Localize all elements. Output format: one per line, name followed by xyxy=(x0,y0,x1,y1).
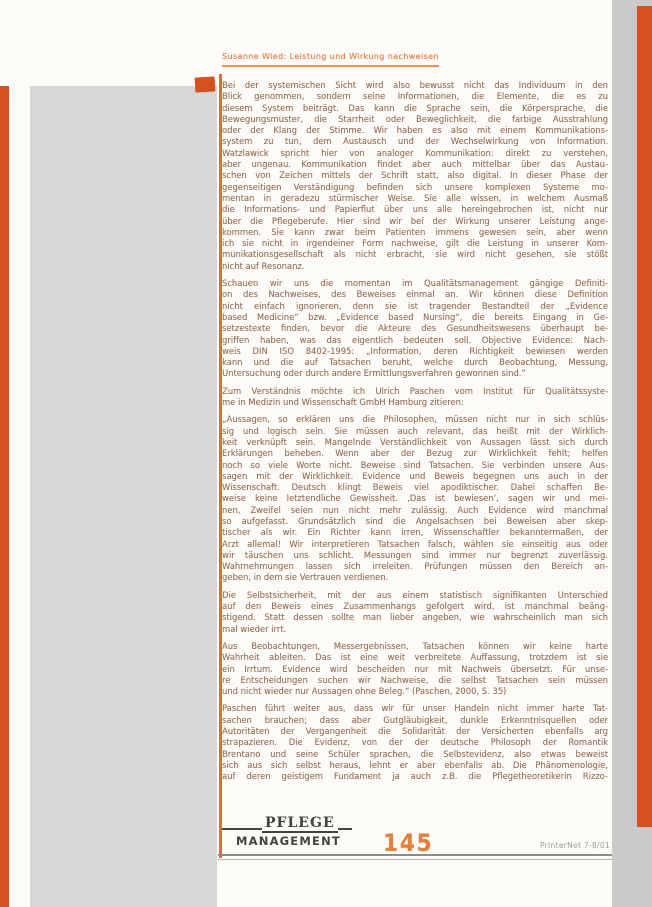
journal-logo-management: MANAGEMENT xyxy=(236,834,341,848)
text-line: me in Medizin und Wissenschaft GmbH Hamburg zitieren: xyxy=(222,397,464,408)
text-line: sig und logisch sein. Sie müssen auch relevant, das heißt mit der Wirklich- xyxy=(222,425,608,436)
text-line: „Aussagen, so erklären uns die Philosophen, müssen nicht nur in sich schlüs- xyxy=(222,414,608,425)
issue-label: PrInterNet 7-8/01 xyxy=(539,841,610,850)
paragraph xyxy=(222,80,608,272)
text-line: aber ungenau. Kommunikation findet aber auch mittelbar über das Austau- xyxy=(222,159,608,170)
logo-rule-right xyxy=(338,828,352,830)
text-line: mentan in geradezu stürmischer Weise. Sie alle wissen, in welchem Ausmaß xyxy=(222,192,608,203)
logo-rule-left xyxy=(222,828,262,830)
text-line: Aus Beobachtungen, Messergebnissen, Tatsachen können wir keine harte xyxy=(222,640,608,651)
text-line: sachen brauchen; dass aber Gutgläubigkeit, dunkle Erkenntnisquellen oder xyxy=(222,714,608,725)
text-line: kann und die auf Tatsachen beruht, welche durch Beobachtung, Messung, xyxy=(222,357,608,368)
text-line: auf den Beweis eines Zusammenhangs gefolgert wird, ist manchmal beäng- xyxy=(222,601,608,612)
text-line: Paschen führt weiter aus, dass wir für unser Handeln nicht immer harte Tat- xyxy=(222,703,608,714)
text-line: nicht auf Resonanz. xyxy=(222,260,305,271)
text-line: über die Pflegeberufe. Hier sind wir bei der Wirkung unserer Leistung ange- xyxy=(222,215,608,226)
text-line: Untersuchung oder durch andere Ermittlungsverfahren gewonnen sind.“ xyxy=(222,368,526,379)
text-line: die Informations- und Papierflut über uns alle hereingebrochen ist, nicht nur xyxy=(222,204,608,215)
paragraph xyxy=(222,414,608,583)
text-line: munikationsgesellschaft als nicht erbracht, sie wird nicht gesehen, sie stößt xyxy=(222,249,608,260)
text-line: system zu tun, dem Austausch und der Wechselwirkung von Information. xyxy=(222,136,608,147)
paragraph-red-marker xyxy=(195,76,216,92)
text-line: Wissenschaft. Deutsch klingt Beweis viel apodiktischer. Dabei schaffen Be- xyxy=(222,482,608,493)
text-line: oder der Klang der Stimme. Wir haben es also mit einem Kommunikations- xyxy=(222,125,608,136)
text-line: ich sie nicht in irgendeiner Form nachweise, gilt die Leistung in unserer Kom- xyxy=(222,238,608,249)
text-line: Watzlawick spricht hier von analoger Kommunikation: direkt zu verstehen, xyxy=(222,147,608,158)
text-line: gegenseitigen Verständigung befinden sich unsere komplexen Systeme mo- xyxy=(222,181,608,192)
text-line: weise keine letztendliche Gewissheit. ‚Das ist bewiesen‘, sagen wir und mei- xyxy=(222,493,608,504)
text-line: noch so viele Worte nicht. Beweise sind Tatsachen. Sie verbinden unsere Aus- xyxy=(222,459,608,470)
text-line: Blick genommen, sondern seine Informationen, die Elemente, die es zu xyxy=(222,91,608,102)
text-line: Zum Verständnis möchte ich Ulrich Paschen vom Institut für Qualitätssyste- xyxy=(222,385,608,396)
paragraph xyxy=(222,590,608,635)
paragraph xyxy=(222,386,608,409)
text-line: nicht einfach ignorieren, denn sie ist tragender Bestandteil der „Evidence xyxy=(222,300,608,311)
text-line: auf deren geistigem Fundament ja auch z.B. die Pflegetheoretikerin Rizzo- xyxy=(222,771,608,782)
right-margin-accent-bar xyxy=(637,6,652,827)
text-line: strapazieren. Die Evidenz, von der der deutsche Philosoph der Romantik xyxy=(222,737,608,748)
text-line: ein Irrtum. Evidence wird bescheiden nur mit Nachweis übersetzt. Für unse- xyxy=(222,663,608,674)
text-line: wir täuschen uns schlicht. Messungen sind immer nur begrenzt zuverlässig. xyxy=(222,549,608,560)
left-margin-accent-bar xyxy=(0,86,9,907)
page-number: 145 xyxy=(383,829,434,857)
text-line: re Entscheidungen suchen wir Nachweise, die selbst Tatsachen sein müssen xyxy=(222,674,608,685)
text-line: Brentano und seine Schüler sprachen, die Selbstevidenz, also etwas beweist xyxy=(222,748,608,759)
text-line: Bei der systemischen Sicht wird also bewusst nicht das Individuum in den xyxy=(222,80,608,90)
text-line: Autoritäten der Vergangenheit die Solidarität der Versicherten ebenfalls arg xyxy=(222,726,608,737)
footer-double-rule xyxy=(218,854,612,860)
text-line: weis DIN ISO 8402-1995: „Information, deren Richtigkeit bewiesen werden xyxy=(222,345,608,356)
text-line: based Medicine“ bzw. „Evidence based Nursing“, die bereits Eingang in Ge- xyxy=(222,311,608,322)
text-line: und nicht wieder nur Aussagen ohne Beleg.“ (Paschen, 2000, S. 35) xyxy=(222,686,507,697)
text-line: griffen haben, was das eigentlich bedeuten soll. Objective Evidence: Nach- xyxy=(222,334,608,345)
text-line: nen, Zweifel seien nun nicht mehr zulässig. Auch Evidence wird manchmal xyxy=(222,504,608,515)
text-line: Die Selbstsicherheit, mit der aus einem statistisch signifikanten Unterschied xyxy=(222,589,608,600)
text-line: sagen mit der Wirklichkeit. Evidence und Beweis begegnen uns auch in der xyxy=(222,470,608,481)
text-line: on des Nachweises, des Beweises einmal an. Wir können diese Definition xyxy=(222,289,608,300)
text-line: diesem System beiträgt. Das kann die Sprache sein, die Körpersprache, die xyxy=(222,102,608,113)
text-line: kommen. Sie kann zwar beim Patienten immens gewesen sein, aber wenn xyxy=(222,226,608,237)
journal-logo-row1 xyxy=(222,815,374,833)
left-gray-panel xyxy=(30,86,217,907)
running-head: Susanne Wied: Leistung und Wirkung nachweisen xyxy=(222,52,439,67)
text-line: schen von Zeichen mittels der Schrift statt, also digital. In dieser Phase der xyxy=(222,170,608,181)
paragraph xyxy=(222,641,608,697)
journal-logo xyxy=(222,815,374,848)
paragraph xyxy=(222,278,608,380)
text-line: Wahrheit ableiten. Das ist eine weit verbreitete Auffassung, trotzdem ist sie xyxy=(222,652,608,663)
text-line: geben, in dem sie Vertrauen verdienen. xyxy=(222,572,389,583)
text-line: Erklärungen beheben. Wenn aber der Bezug zur Wirklichkeit fehlt; helfen xyxy=(222,448,608,459)
text-line: sich aus sich selbst heraus, lehnt er aber ebenfalls ab. Die Phänomenologie, xyxy=(222,759,608,770)
text-line: keit verknüpft sein. Mangelnde Verständlichkeit von Aussagen lässt sich durch xyxy=(222,436,608,447)
text-line: mal wieder irrt. xyxy=(222,623,287,634)
text-line: Schauen wir uns die momentan im Qualitätsmanagement gängige Definiti- xyxy=(222,278,608,289)
journal-logo-pflege: PFLEGE xyxy=(262,815,338,833)
text-line: Wahrnehmungen lassen sich irreleiten. Prüfungen müssen den Bereich an- xyxy=(222,561,608,572)
text-line: stigend. Statt dessen sollte man lieber angeben, wie wahrscheinlich man sich xyxy=(222,612,608,623)
text-line: tischer als wir. Ein Richter kann irren, Wissenschaftler bekanntermaßen, der xyxy=(222,527,608,538)
text-line: setzestexte finden, bevor die Akteure des Gesundheitswesens überhaupt be- xyxy=(222,323,608,334)
text-line: Bewegungsmuster, die Starrheit oder Beweglichkeit, die farbige Ausstrahlung xyxy=(222,113,608,124)
paragraph xyxy=(222,703,608,782)
text-line: Arzt allemal! Wir interpretieren Tatsachen falsch, wählen sie einseitig aus oder xyxy=(222,538,608,549)
body-text xyxy=(222,80,608,789)
text-line: so aufgefasst. Grundsätzlich sind die Angelsachsen bei Beweisen aber skep- xyxy=(222,515,608,526)
